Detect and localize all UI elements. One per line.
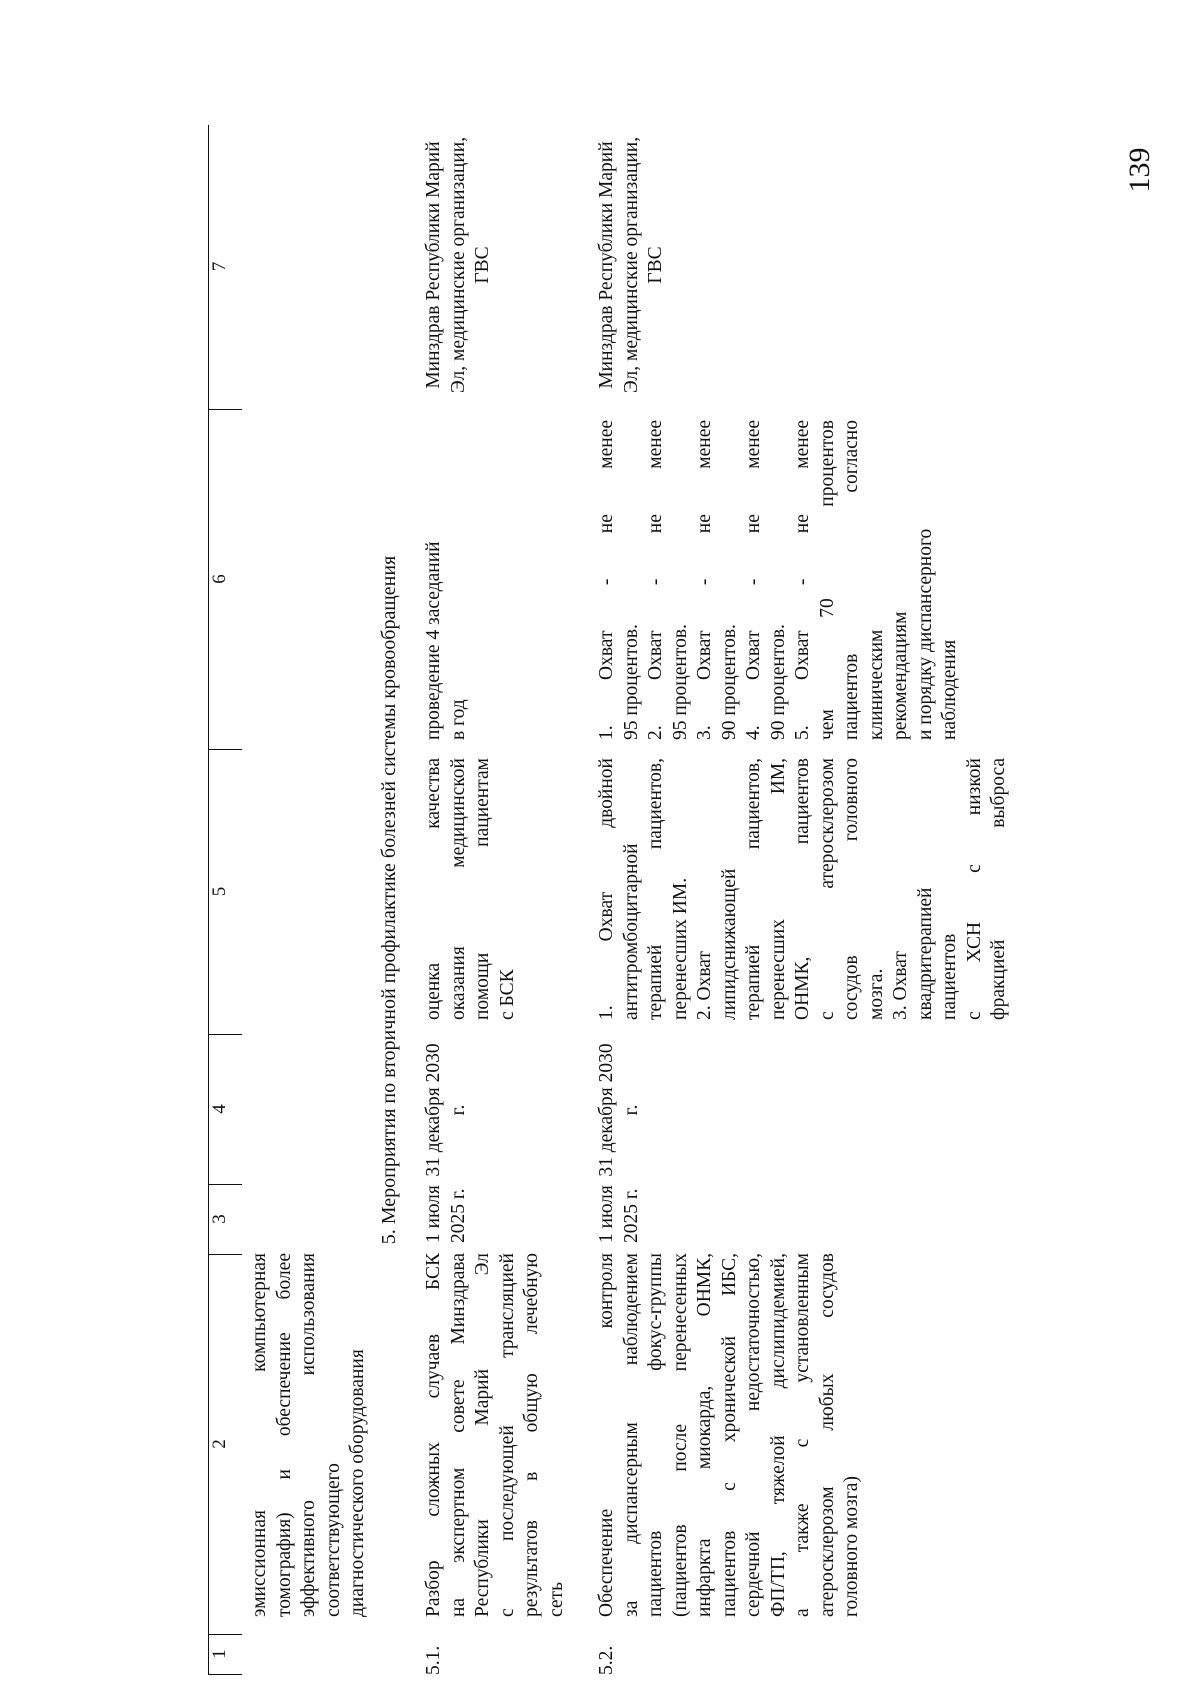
header-col-3: 3: [208, 1184, 242, 1255]
header-col-6: 6: [208, 409, 242, 750]
header-col-4: 4: [208, 1034, 242, 1185]
row-5-1-responsible: Минздрав Республики Марий Эл, медицинские организации, ГВС: [423, 136, 493, 394]
row-5-2-start-date: 1 июля 2025 г.: [596, 1185, 642, 1243]
row-5-2-end-date: 31 декабря 2030 г.: [596, 1043, 642, 1177]
rotated-table-page: [200, 125, 1200, 1675]
row-5-2-indicator: 1. Охват - не менее 95 процентов. 2. Охват - не менее 95 процентов. 3. Охват - не менее 90 процентов. 4. Охват - не менее 90 процентов. 5. Охват - не менее чем 70 процентов пациентов согласно клиническим рекомендациям и порядку диспансерного наблюдения: [596, 420, 960, 740]
header-col-7: 7: [208, 124, 242, 410]
section-title: 5. Мероприятия по вторичной профилактике болезней системы кровообращения: [378, 555, 400, 1245]
row-5-2-responsible: Минздрав Республики Марий Эл, медицинские организации, ГВС: [596, 136, 666, 394]
continuation-text: эмиссионная компьютерная томография) и обеспечение более эффективного использования соответствующего диагностического оборудования: [249, 1253, 368, 1617]
row-5-1-result: оценка качества оказания медицинской помощи пациентам с БСК: [423, 758, 518, 1020]
header-col-1: 1: [208, 1634, 242, 1675]
row-5-2-measure: Обеспечение контроля за диспансерным наблюдением пациентов фокус-группы (пациентов после перенесенных инфаркта миокарда, ОНМК, пациентов с хронической ИБС, сердечной недостаточностью, ФП/ТП, тяжелой дислипидемией, а также с установленным атеросклерозом любых сосудов головного мозга): [596, 1253, 862, 1617]
header-col-5: 5: [208, 749, 242, 1035]
row-5-1-number: 5.1.: [423, 1645, 444, 1675]
row-5-1-end-date: 31 декабря 2030 г.: [423, 1043, 469, 1177]
row-5-2-number: 5.2.: [596, 1645, 617, 1675]
row-5-2-result: 1. Охват двойной антитромбоцитарной терапией пациентов, перенесших ИМ. 2. Охват липидснижающей терапией пациентов, перенесших ИМ, ОНМК, пациентов с атеросклерозом сосудов головного мозга. 3. Охват квадритерапией пациентов с ХСН с низкой фракцией выброса: [596, 758, 1009, 1020]
row-5-1-indicator: проведение 4 заседаний в год: [423, 541, 469, 740]
page-number: 139: [1123, 147, 1156, 193]
row-5-1-start-date: 1 июля 2025 г.: [423, 1185, 469, 1243]
row-5-1-measure: Разбор сложных случаев БСК на экспертном совете Минздрава Республики Марий Эл с последующей трансляцией результатов в общую лечебную сеть: [423, 1253, 567, 1617]
header-col-2: 2: [208, 1254, 242, 1635]
